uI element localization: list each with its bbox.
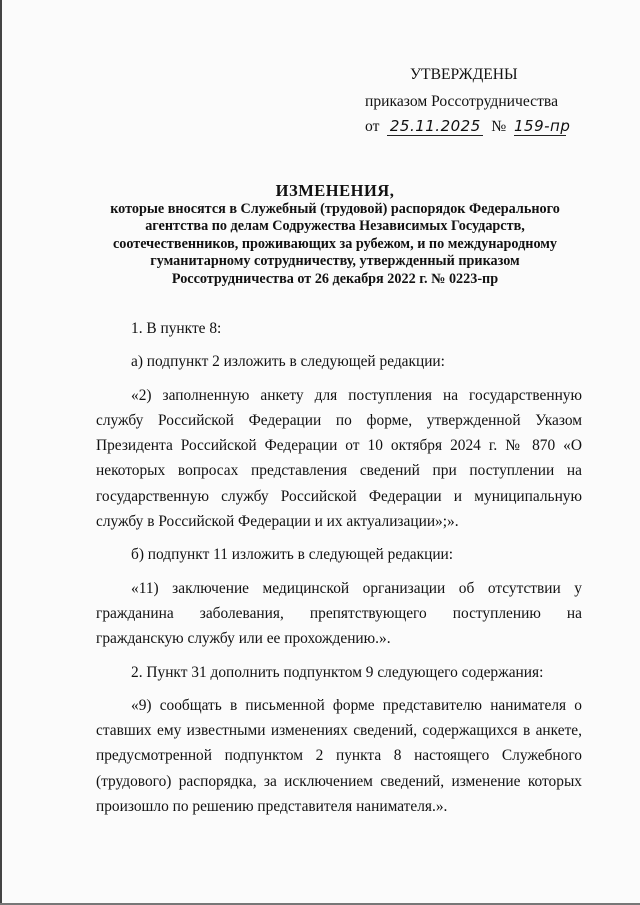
paragraph-1b: б) подпункт 11 изложить в следующей редакции: xyxy=(131,546,454,564)
paragraph-1a-text: «2) заполненную анкету для поступления на государственную службу Российской Федерации по форме, утвержденной Указом Президента Российской Федерации от 10 октября 2024 г. № 870 «О некоторых вопросах представления сведений при поступлении на государственную службу Российской Федерации и муниципальную службу в Российской Федерации и их актуализации»;». xyxy=(96,386,582,531)
subtitle-line: которые вносятся в Служебный (трудовой) распорядок Федерального xyxy=(110,201,560,217)
paragraph-2-text: «9) сообщать в письменной форме представителю нанимателя о ставших ему известными изменениях сведений, содержащихся в анкете, предусмотренной подпунктом 2 пункта 8 настоящего Служебного (трудового) распорядка, за исключением сведений, изменение которых произошло по решению представителя нанимателя.». xyxy=(96,696,582,816)
subtitle-line: агентства по делам Содружества Независимых Государств, xyxy=(145,218,525,235)
scan-edge-left xyxy=(0,0,2,905)
paragraph-1b-text: «11) заключение медицинской организации об отсутствии у гражданина заболевания, препятствующего поступлению на гражданскую службу или ее прохождению.». xyxy=(96,579,582,648)
subtitle-line: соотечественников, проживающих за рубежом, и по международному xyxy=(112,235,558,252)
number-prefix: № xyxy=(491,118,507,135)
document-title-block xyxy=(92,181,578,288)
document-title: ИЗМЕНЕНИЯ, xyxy=(275,181,395,200)
order-number-handwritten: 159-пр xyxy=(514,117,571,135)
approved-by-order: приказом Россотрудничества xyxy=(365,93,558,110)
document-subtitle xyxy=(92,201,578,288)
date-prefix: от xyxy=(365,118,380,135)
document-body xyxy=(96,316,582,819)
order-date-handwritten: 25.11.2025 xyxy=(387,117,483,136)
approved-heading: УТВЕРЖДЕНЫ xyxy=(410,66,518,83)
subtitle-line: Россотрудничества от 26 декабря 2022 г. № 0223-пр xyxy=(171,270,499,287)
order-date-number xyxy=(365,117,571,136)
paragraph-2: 2. Пункт 31 дополнить подпунктом 9 следующего содержания: xyxy=(131,663,544,681)
paragraph-1: 1. В пункте 8: xyxy=(131,320,222,337)
paragraph-1a: а) подпункт 2 изложить в следующей редакции: xyxy=(131,353,445,371)
subtitle-line: гуманитарному сотрудничеству, утвержденный приказом xyxy=(150,253,520,270)
